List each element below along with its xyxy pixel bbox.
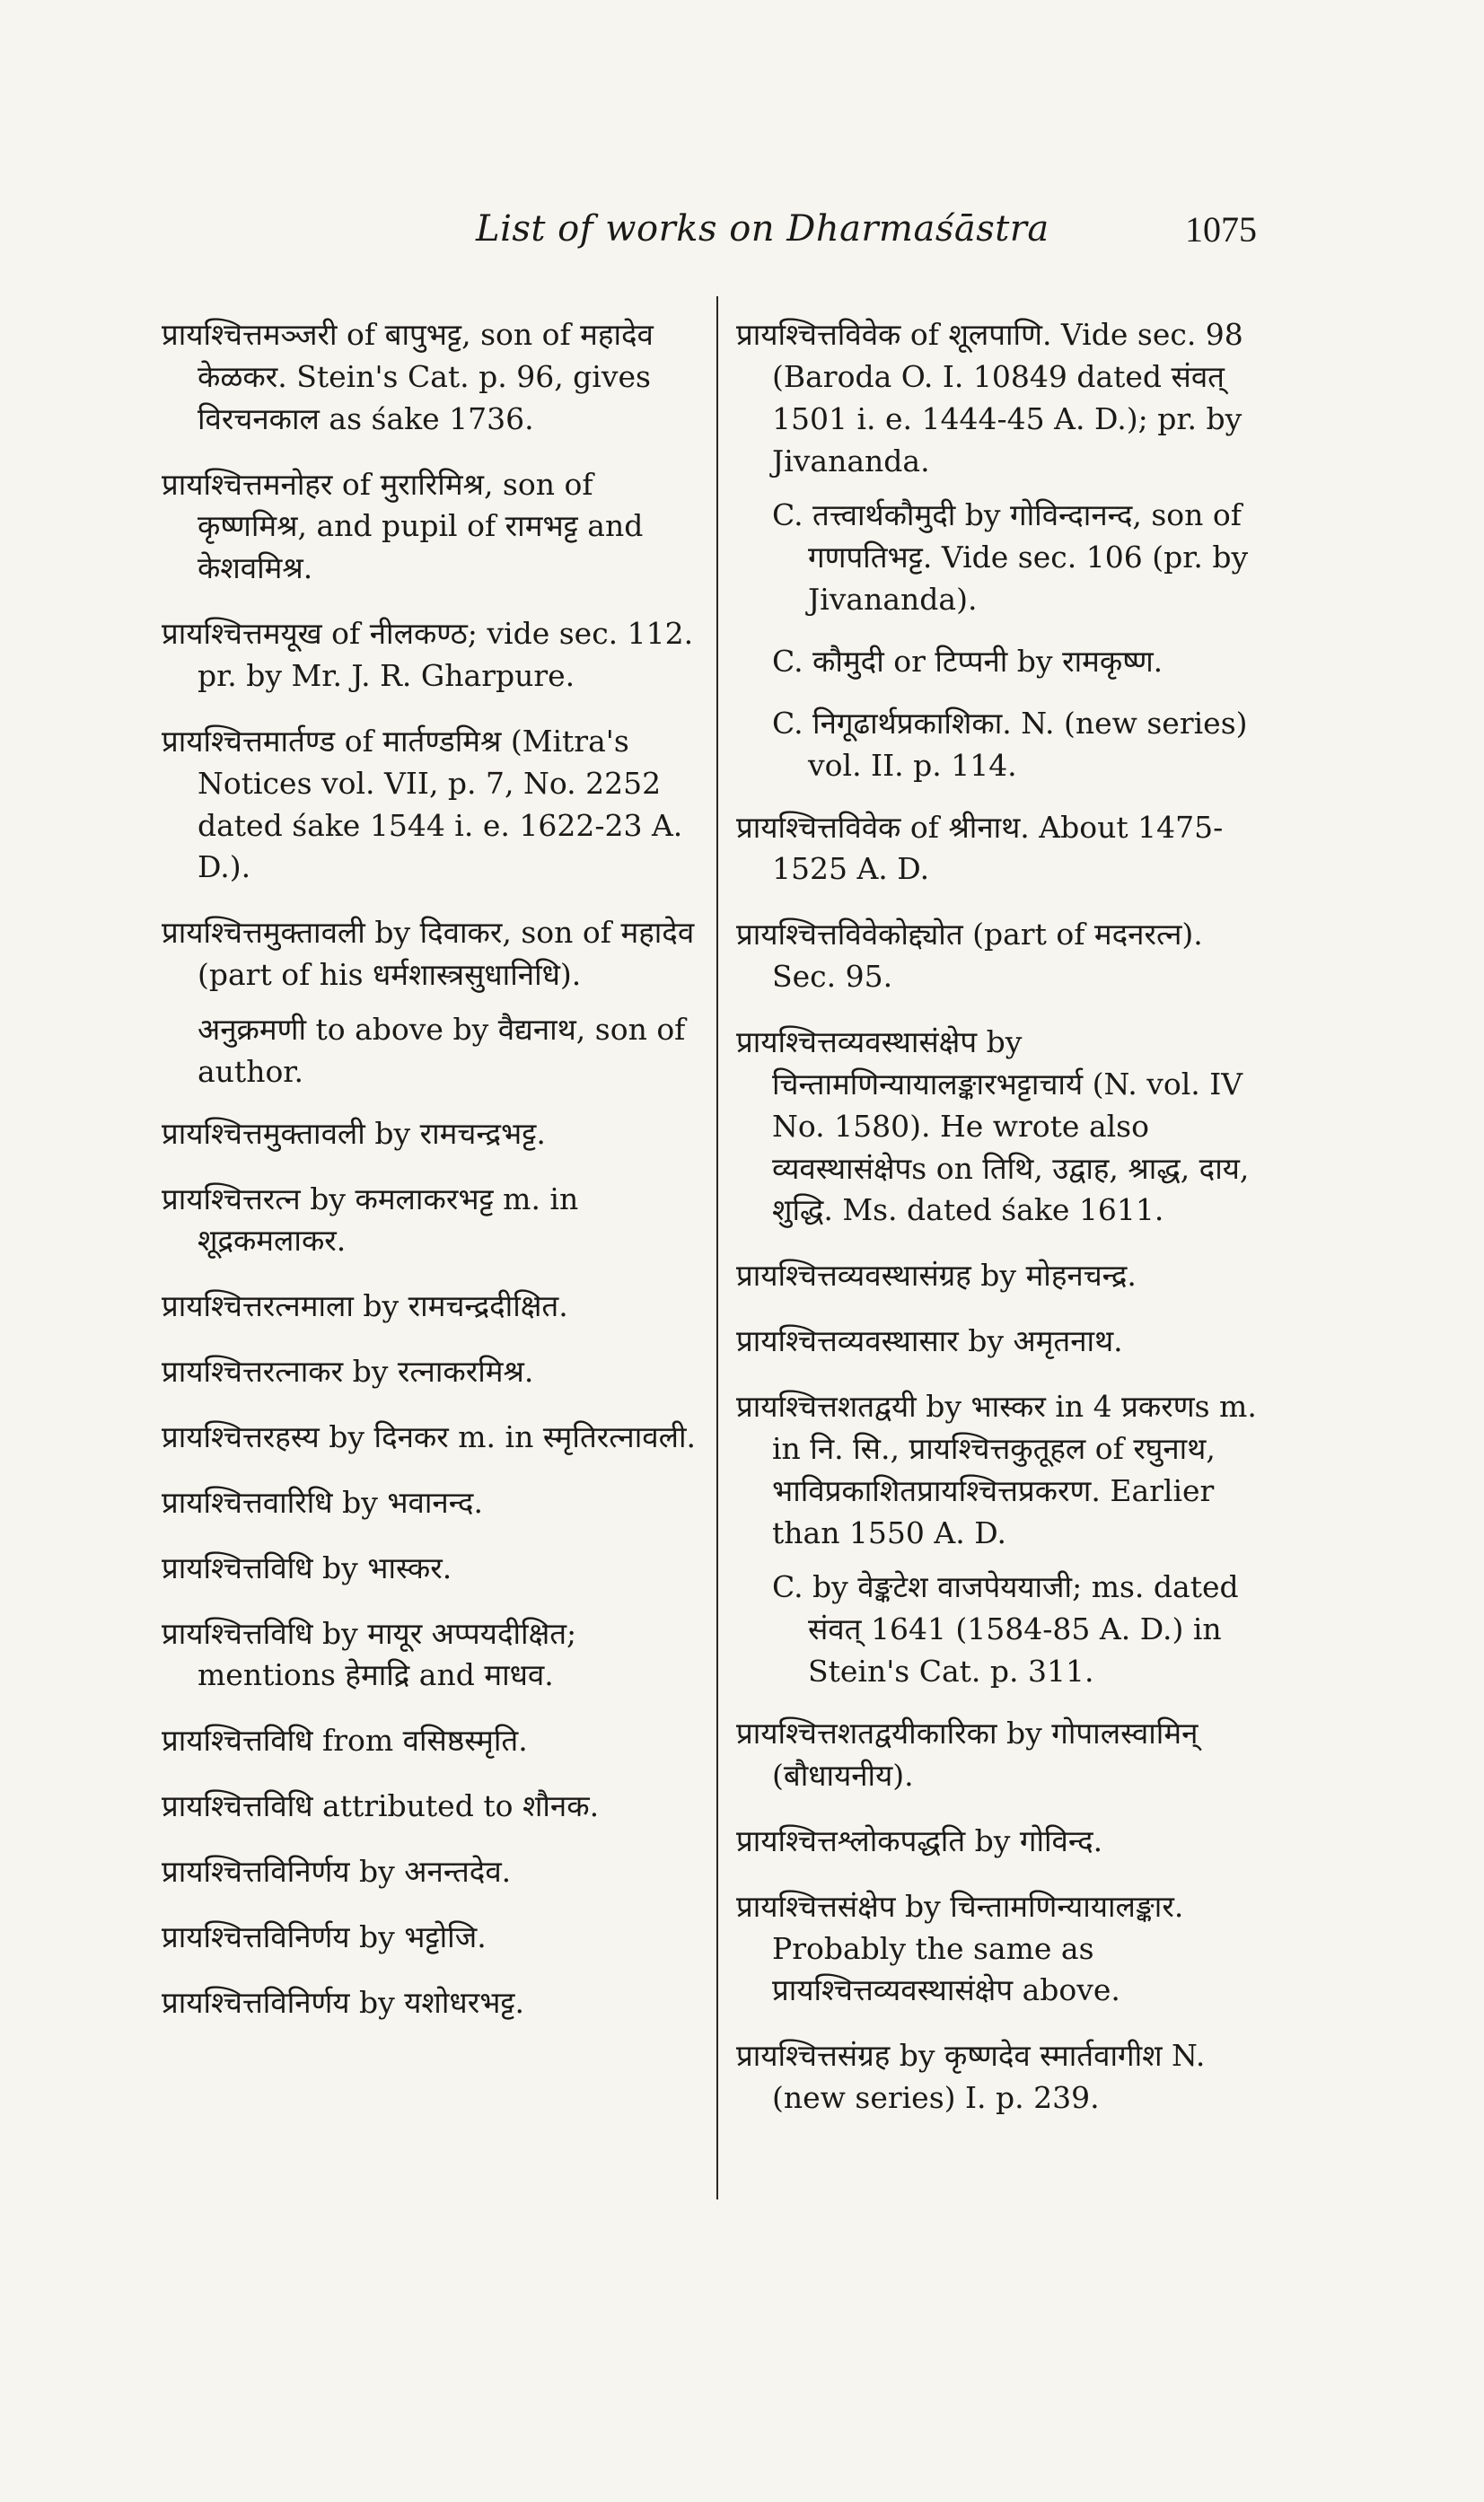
list-entry: प्रायश्चित्तरत्नमाला by रामचन्द्रदीक्षित. xyxy=(162,1288,568,1324)
right-column xyxy=(736,314,1270,2143)
commentary-entry: C. कौमुदी or टिप्पनी by रामकृष्ण. xyxy=(772,644,1163,680)
running-title: List of works on Dharmaśāstra xyxy=(476,208,1049,250)
list-entry: प्रायश्चित्तशतद्वयी by भास्कर in 4 प्रकरणs m. in नि. सि., प्रायश्चित्तकुतूहल of रघुनाथ, भाविप्रकाशितप्रायश्चित्तप्रकरण. Earlier than 1550 A. D. xyxy=(736,1389,1257,1550)
column-divider xyxy=(716,296,718,2199)
list-entry: प्रायश्चित्तव्यवस्थासार by अमृतनाथ. xyxy=(736,1323,1123,1359)
commentary-entry: अनुक्रमणी to above by वैद्यनाथ, son of author. xyxy=(198,1012,686,1089)
list-entry: प्रायश्चित्तमञ्जरी of बापुभट्ट, son of महादेव केळकर. Stein's Cat. p. 96, gives विरचनकाल as śake 1736. xyxy=(162,317,654,436)
list-entry: प्रायश्चित्तसंग्रह by कृष्णदेव स्मार्तवागीश N. (new series) I. p. 239. xyxy=(736,2038,1206,2116)
list-entry: प्रायश्चित्तविवेकोद्द्योत (part of मदनरत्न). Sec. 95. xyxy=(736,917,1203,995)
list-entry: प्रायश्चित्तरत्न by कमलाकरभट्ट m. in शूद्रकमलाकर. xyxy=(162,1181,579,1259)
list-entry: प्रायश्चित्तविधि by मायूर अप्पयदीक्षित; mentions हेमाद्रि and माधव. xyxy=(162,1615,577,1693)
left-column xyxy=(162,314,700,2048)
list-entry: प्रायश्चित्तविनिर्णय by भट्टोजि. xyxy=(162,1918,487,1954)
list-entry: प्रायश्चित्तव्यवस्थासंक्षेप by चिन्तामणिन्यायालङ्कारभट्टाचार्य (N. vol. IV No. 1580). He wrote also व्यवस्थासंक्षेपs on तिथि, उद्वाह, श्राद्ध, दाय, शुद्धि. Ms. dated śake 1611. xyxy=(736,1024,1250,1228)
list-entry: प्रायश्चित्तवारिधि by भवानन्द. xyxy=(162,1484,483,1520)
list-entry: प्रायश्चित्तविनिर्णय by यशोधरभट्ट. xyxy=(162,1984,525,2020)
list-entry: प्रायश्चित्तरत्नाकर by रत्नाकरमिश्र. xyxy=(162,1354,534,1390)
list-entry: प्रायश्चित्तव्यवस्थासंग्रह by मोहनचन्द्र. xyxy=(736,1258,1137,1294)
list-entry: प्रायश्चित्तविधि attributed to शौनक. xyxy=(162,1788,600,1824)
list-entry: प्रायश्चित्तविवेक of शूलपाणि. Vide sec. 98 (Baroda O. I. 10849 dated संवत् 1501 i. e. 1444-45 A. D.); pr. by Jivananda. xyxy=(736,317,1243,478)
commentary-entry: C. तत्त्वार्थकौमुदी by गोविन्दानन्द, son of गणपतिभट्ट. Vide sec. 106 (pr. by Jivananda). xyxy=(772,497,1249,618)
list-entry: प्रायश्चित्तविधि by भास्कर. xyxy=(162,1549,452,1585)
commentary-entry: C. निगूढार्थप्रकाशिका. N. (new series) vol. II. p. 114. xyxy=(772,705,1248,783)
list-entry: प्रायश्चित्तमयूख of नीलकण्ठ; vide sec. 112. pr. by Mr. J. R. Gharpure. xyxy=(162,616,694,694)
commentary-entry: C. by वेङ्कटेश वाजपेययाजी; ms. dated संवत् 1641 (1584-85 A. D.) in Stein's Cat. p. 311. xyxy=(772,1569,1239,1690)
page-number: 1075 xyxy=(1185,209,1257,250)
list-entry: प्रायश्चित्तमुक्तावली by दिवाकर, son of महादेव (part of his धर्मशास्त्रसुधानिधि). xyxy=(162,915,695,993)
list-entry: प्रायश्चित्तसंक्षेप by चिन्तामणिन्यायालङ्कार. Probably the same as प्रायश्चित्तव्यवस्थासंक्षेप above. xyxy=(736,1888,1184,2008)
list-entry: प्रायश्चित्तविधि from वसिष्ठस्मृति. xyxy=(162,1723,528,1759)
list-entry: प्रायश्चित्तमार्तण्ड of मार्तण्डमिश्र (Mitra's Notices vol. VII, p. 7, No. 2252 dated śake 1544 i. e. 1622-23 A. D.). xyxy=(162,723,683,885)
list-entry: प्रायश्चित्तविवेक of श्रीनाथ. About 1475-1525 A. D. xyxy=(736,809,1224,887)
list-entry: प्रायश्चित्तमनोहर of मुरारिमिश्र, son of कृष्णमिश्र, and pupil of रामभट्ट and केशवमिश्र. xyxy=(162,466,644,586)
list-entry: प्रायश्चित्तमुक्तावली by रामचन्द्रभट्ट. xyxy=(162,1115,546,1151)
page-header xyxy=(171,208,1266,262)
list-entry: प्रायश्चित्तरहस्य by दिनकर m. in स्मृतिरत्नावली. xyxy=(162,1419,696,1455)
list-entry: प्रायश्चित्तश्लोकपद्धति by गोविन्द. xyxy=(736,1822,1103,1858)
list-entry: प्रायश्चित्तविनिर्णय by अनन्तदेव. xyxy=(162,1854,512,1890)
list-entry: प्रायश्चित्तशतद्वयीकारिका by गोपालस्वामिन् (बौधायनीय). xyxy=(736,1716,1199,1793)
